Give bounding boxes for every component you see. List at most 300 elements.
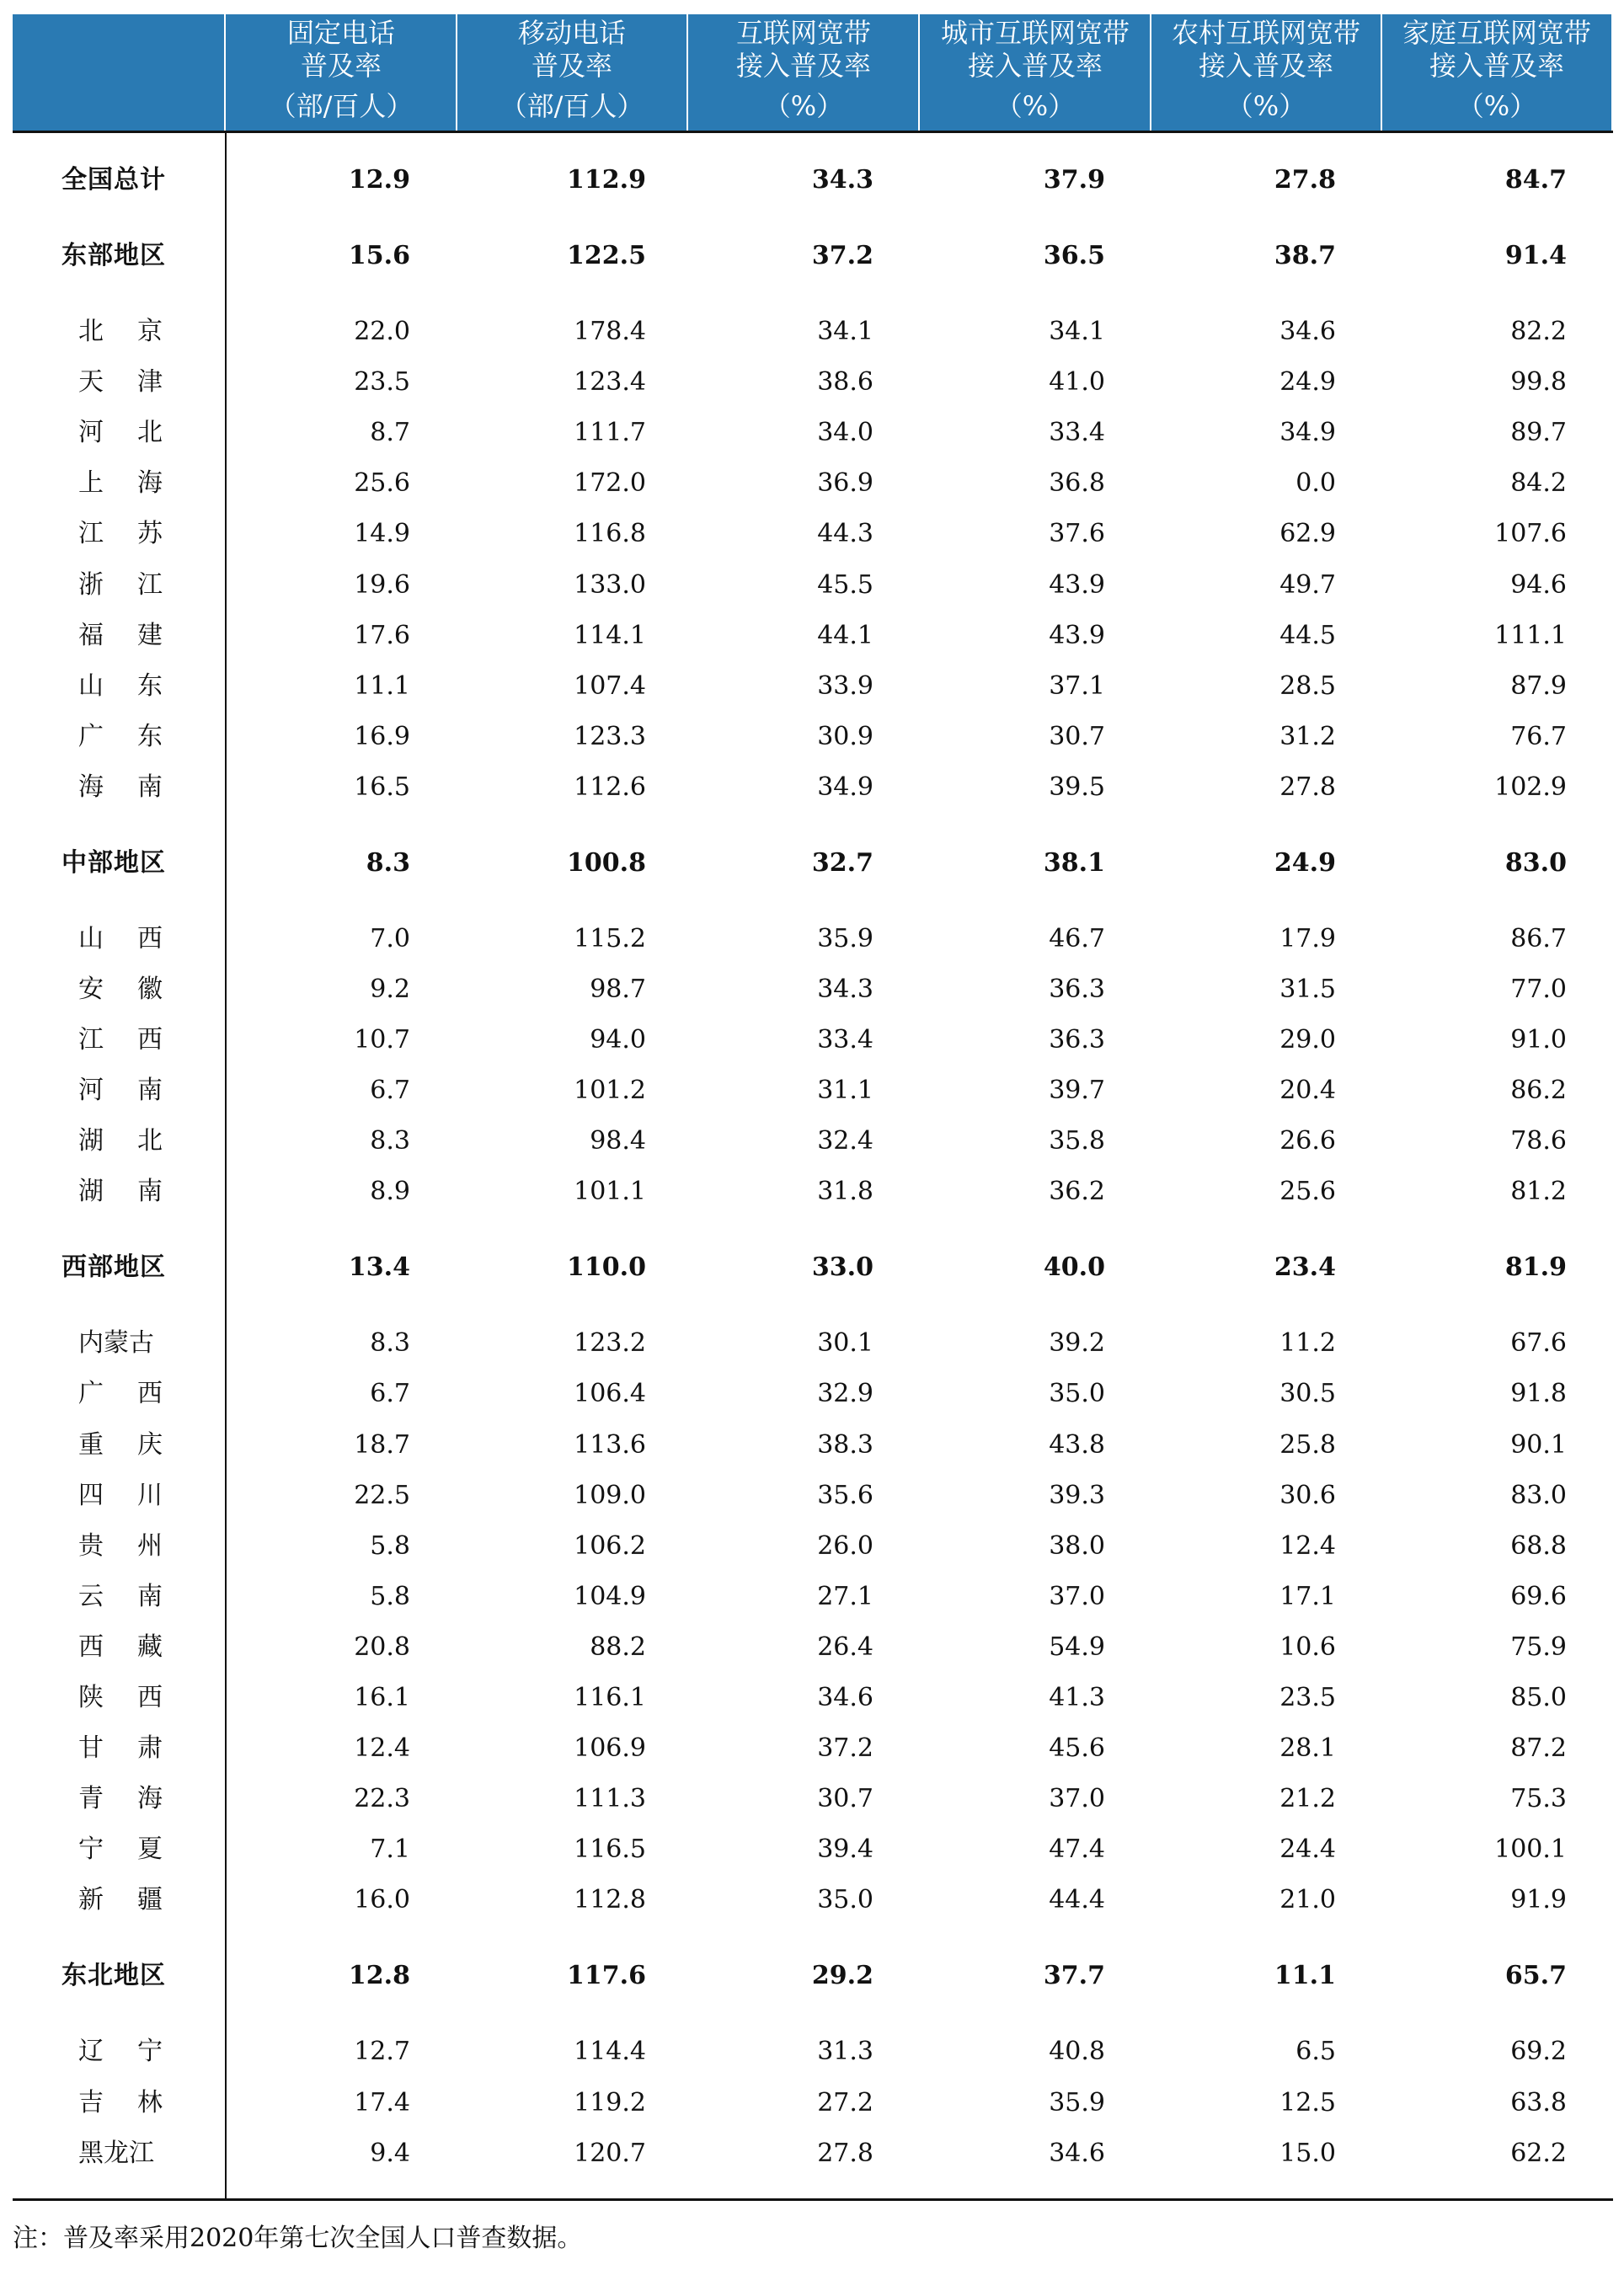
table-cell: 44.3: [817, 519, 873, 548]
column-header-line: 固定电话: [286, 17, 395, 49]
row-label-text: 湖北: [78, 1126, 196, 1156]
table-header: [13, 14, 1613, 131]
table-cell: 26.4: [817, 1632, 873, 1662]
row-label: 西部地区: [61, 1252, 166, 1282]
table-cell: 6.7: [370, 1379, 410, 1408]
table-cell: 62.9: [1279, 519, 1336, 548]
table-row: [13, 409, 1613, 457]
table-row: [13, 1320, 1613, 1367]
row-label-text: 甘肃: [78, 1733, 196, 1763]
table-cell: 37.2: [811, 241, 873, 270]
row-label-text: 福建: [78, 621, 196, 650]
table-cell: 37.2: [817, 1733, 873, 1763]
table-cell: 38.7: [1274, 241, 1336, 270]
table-cell: 62.2: [1510, 2139, 1567, 2168]
row-label-text: 浙江: [78, 570, 196, 600]
header-separator: [1611, 14, 1613, 131]
table-cell: 25.6: [354, 468, 410, 498]
table-cell: 12.4: [354, 1733, 410, 1763]
table-cell: 99.8: [1510, 367, 1567, 397]
table-cell: 28.5: [1279, 671, 1336, 701]
table-cell: 41.3: [1049, 1683, 1105, 1712]
table-cell: 5.8: [370, 1582, 410, 1611]
table-cell: 26.6: [1279, 1126, 1336, 1156]
table-row: [13, 916, 1613, 963]
row-label: 内蒙古: [78, 1328, 154, 1358]
column-header-line: （部/百人）: [499, 90, 644, 122]
table-cell: 12.7: [354, 2037, 410, 2066]
table-cell: 116.5: [574, 1834, 646, 1864]
table-cell: 30.7: [817, 1784, 873, 1813]
table-cell: 30.6: [1279, 1481, 1336, 1510]
column-header-line: 接入普及率: [1198, 50, 1333, 82]
table-cell: 31.8: [817, 1177, 873, 1206]
table-cell: 123.2: [574, 1328, 646, 1358]
table-row: [13, 713, 1613, 761]
table-cell: 119.2: [574, 2088, 646, 2117]
row-label-text: 吉林: [78, 2088, 196, 2117]
table-cell: 34.6: [1279, 317, 1336, 346]
column-header-line: 互联网宽带: [735, 17, 871, 49]
table-cell: 78.6: [1510, 1126, 1567, 1156]
table-cell: 38.0: [1049, 1531, 1105, 1561]
table-cell: 20.8: [354, 1632, 410, 1662]
table-row: [13, 510, 1613, 558]
table-cell: 34.3: [817, 975, 873, 1004]
column-header: [227, 14, 456, 131]
table-cell: 32.9: [817, 1379, 873, 1408]
table-cell: 111.3: [574, 1784, 646, 1813]
column-header-line: （%）: [763, 90, 844, 122]
column-header-line: 接入普及率: [1429, 50, 1564, 82]
column-header-line: （部/百人）: [269, 90, 414, 122]
table-cell: 120.7: [574, 2139, 646, 2168]
table-cell: 47.4: [1049, 1834, 1105, 1864]
table-cell: 90.1: [1510, 1430, 1567, 1460]
table-row: [13, 612, 1613, 660]
table-row: [13, 764, 1613, 811]
table-cell: 106.4: [574, 1379, 646, 1408]
table-row: [13, 1674, 1613, 1722]
table-cell: 54.9: [1049, 1632, 1105, 1662]
table-cell: 16.5: [354, 772, 410, 802]
table-cell: 116.1: [574, 1683, 646, 1712]
table-row: [13, 1725, 1613, 1772]
table-cell: 20.4: [1279, 1076, 1336, 1105]
table-row: [13, 1624, 1613, 1671]
table-cell: 122.5: [567, 241, 646, 270]
table-cell: 27.8: [1274, 165, 1336, 195]
row-label-text: 山东: [78, 671, 196, 701]
table-cell: 29.2: [811, 1961, 873, 1990]
column-header-line: 移动电话: [517, 17, 626, 49]
table-cell: 65.7: [1504, 1961, 1567, 1990]
table-cell: 85.0: [1510, 1683, 1567, 1712]
column-header: [1382, 14, 1611, 131]
table-cell: 18.7: [354, 1430, 410, 1460]
row-label-text: 广西: [78, 1379, 196, 1408]
table-cell: 87.2: [1510, 1733, 1567, 1763]
table-cell: 25.6: [1279, 1177, 1336, 1206]
table-cell: 33.9: [817, 671, 873, 701]
table-cell: 44.4: [1049, 1885, 1105, 1915]
table-cell: 12.8: [348, 1961, 410, 1990]
table-cell: 101.2: [574, 1076, 646, 1105]
table-cell: 39.7: [1049, 1076, 1105, 1105]
row-label-text: 海南: [78, 772, 196, 802]
table-cell: 43.8: [1049, 1430, 1105, 1460]
table-cell: 36.8: [1049, 468, 1105, 498]
row-label-text: 陕西: [78, 1683, 196, 1712]
row-label-text: 上海: [78, 468, 196, 498]
column-header: [457, 14, 686, 131]
table-cell: 100.8: [567, 848, 646, 878]
table-cell: 94.6: [1510, 570, 1567, 600]
table-cell: 83.0: [1510, 1481, 1567, 1510]
table-cell: 113.6: [574, 1430, 646, 1460]
row-label-text: 广东: [78, 722, 196, 751]
table-row: [13, 1877, 1613, 1924]
table-cell: 34.1: [817, 317, 873, 346]
column-header-line: （%）: [995, 90, 1076, 122]
table-cell: 43.9: [1049, 621, 1105, 650]
row-label-text: 重庆: [78, 1430, 196, 1460]
table-cell: 40.8: [1049, 2037, 1105, 2066]
table-cell: 24.9: [1279, 367, 1336, 397]
table-row-summary: [13, 1244, 1613, 1291]
table-cell: 75.9: [1510, 1632, 1567, 1662]
row-label-text: 辽宁: [78, 2037, 196, 2066]
table-row: [13, 1826, 1613, 1873]
table-cell: 23.5: [354, 367, 410, 397]
table-cell: 69.2: [1510, 2037, 1567, 2066]
bottom-rule: [13, 2198, 1613, 2201]
table-cell: 101.1: [574, 1177, 646, 1206]
table-cell: 33.4: [1049, 418, 1105, 447]
table-cell: 35.0: [1049, 1379, 1105, 1408]
table-cell: 100.1: [1494, 1834, 1567, 1864]
row-label-text: 四川: [78, 1481, 196, 1510]
column-header-line: 普及率: [300, 50, 382, 82]
table-cell: 39.3: [1049, 1481, 1105, 1510]
row-label-text: 宁夏: [78, 1834, 196, 1864]
row-label-text: 西藏: [78, 1632, 196, 1662]
row-label: 黑龙江: [78, 2139, 154, 2168]
table-cell: 44.1: [817, 621, 873, 650]
column-header-line: （%）: [1456, 90, 1537, 122]
table-row: [13, 1573, 1613, 1621]
table-cell: 31.1: [817, 1076, 873, 1105]
table-cell: 34.3: [811, 165, 873, 195]
column-header: [921, 14, 1150, 131]
table-row: [13, 1118, 1613, 1165]
row-label-text: 安徽: [78, 975, 196, 1004]
column-header: [689, 14, 918, 131]
table-cell: 37.9: [1043, 165, 1105, 195]
table-row: [13, 663, 1613, 710]
statistics-table: [13, 14, 1613, 2204]
header-separator: [686, 14, 688, 131]
table-cell: 44.5: [1279, 621, 1336, 650]
table-cell: 123.3: [574, 722, 646, 751]
table-cell: 82.2: [1510, 317, 1567, 346]
table-row-summary: [13, 232, 1613, 280]
table-cell: 115.2: [574, 924, 646, 953]
row-label-text: 江西: [78, 1025, 196, 1055]
table-row: [13, 1523, 1613, 1570]
table-cell: 39.2: [1049, 1328, 1105, 1358]
table-cell: 8.3: [370, 1328, 410, 1358]
table-cell: 27.1: [817, 1582, 873, 1611]
table-cell: 107.6: [1494, 519, 1567, 548]
table-cell: 34.1: [1049, 317, 1105, 346]
table-cell: 88.2: [590, 1632, 646, 1662]
table-cell: 94.0: [590, 1025, 646, 1055]
table-row: [13, 460, 1613, 507]
table-cell: 34.9: [1279, 418, 1336, 447]
table-cell: 98.4: [590, 1126, 646, 1156]
table-cell: 23.4: [1274, 1252, 1336, 1282]
column-header-line: （%）: [1226, 90, 1306, 122]
row-label-text: 青海: [78, 1784, 196, 1813]
table-cell: 43.9: [1049, 570, 1105, 600]
table-cell: 15.6: [348, 241, 410, 270]
table-cell: 10.7: [354, 1025, 410, 1055]
table-cell: 37.0: [1049, 1582, 1105, 1611]
table-cell: 7.1: [370, 1834, 410, 1864]
row-label-text: 北京: [78, 317, 196, 346]
table-cell: 32.7: [811, 848, 873, 878]
table-cell: 30.9: [817, 722, 873, 751]
table-cell: 17.1: [1279, 1582, 1336, 1611]
column-header: [1151, 14, 1381, 131]
table-cell: 11.1: [354, 671, 410, 701]
table-cell: 11.2: [1279, 1328, 1336, 1358]
table-cell: 89.7: [1510, 418, 1567, 447]
table-row: [13, 1776, 1613, 1823]
table-cell: 34.0: [817, 418, 873, 447]
table-cell: 10.6: [1279, 1632, 1336, 1662]
table-cell: 19.6: [354, 570, 410, 600]
table-cell: 63.8: [1510, 2088, 1567, 2117]
table-cell: 123.4: [574, 367, 646, 397]
table-cell: 36.3: [1049, 975, 1105, 1004]
table-row: [13, 2130, 1613, 2177]
table-row-summary: [13, 840, 1613, 887]
table-cell: 39.4: [817, 1834, 873, 1864]
table-cell: 38.1: [1043, 848, 1105, 878]
row-label-text: 湖南: [78, 1177, 196, 1206]
table-cell: 23.5: [1279, 1683, 1336, 1712]
table-cell: 37.0: [1049, 1784, 1105, 1813]
row-label: 中部地区: [61, 848, 166, 878]
table-cell: 12.4: [1279, 1531, 1336, 1561]
header-rule: [13, 131, 1613, 133]
table-row: [13, 2028, 1613, 2075]
table-cell: 36.2: [1049, 1177, 1105, 1206]
table-cell: 35.0: [817, 1885, 873, 1915]
table-cell: 86.7: [1510, 924, 1567, 953]
table-cell: 22.3: [354, 1784, 410, 1813]
row-label-text: 天津: [78, 367, 196, 397]
table-cell: 36.9: [817, 468, 873, 498]
table-cell: 37.1: [1049, 671, 1105, 701]
table-cell: 26.0: [817, 1531, 873, 1561]
table-row: [13, 562, 1613, 609]
table-cell: 112.9: [567, 165, 646, 195]
table-cell: 35.8: [1049, 1126, 1105, 1156]
column-header-line: 接入普及率: [967, 50, 1103, 82]
table-row: [13, 1422, 1613, 1469]
table-cell: 22.0: [354, 317, 410, 346]
table-cell: 29.0: [1279, 1025, 1336, 1055]
table-cell: 81.9: [1504, 1252, 1567, 1282]
table-cell: 39.5: [1049, 772, 1105, 802]
table-cell: 34.9: [817, 772, 873, 802]
table-cell: 30.5: [1279, 1379, 1336, 1408]
table-cell: 30.1: [817, 1328, 873, 1358]
row-label-text: 河南: [78, 1076, 196, 1105]
table-cell: 45.5: [817, 570, 873, 600]
column-header-line: 农村互联网宽带: [1171, 17, 1360, 49]
table-cell: 91.0: [1510, 1025, 1567, 1055]
table-cell: 91.4: [1504, 241, 1567, 270]
table-cell: 35.9: [817, 924, 873, 953]
table-cell: 17.4: [354, 2088, 410, 2117]
table-cell: 109.0: [574, 1481, 646, 1510]
table-cell: 104.9: [574, 1582, 646, 1611]
table-cell: 8.7: [370, 418, 410, 447]
table-cell: 112.8: [574, 1885, 646, 1915]
table-cell: 25.8: [1279, 1430, 1336, 1460]
table-cell: 91.8: [1510, 1379, 1567, 1408]
table-cell: 49.7: [1279, 570, 1336, 600]
column-header-line: 城市互联网宽带: [940, 17, 1130, 49]
table-cell: 75.3: [1510, 1784, 1567, 1813]
table-cell: 6.7: [370, 1076, 410, 1105]
table-cell: 17.9: [1279, 924, 1336, 953]
table-row: [13, 1472, 1613, 1519]
table-cell: 37.6: [1049, 519, 1105, 548]
table-cell: 86.2: [1510, 1076, 1567, 1105]
table-cell: 133.0: [574, 570, 646, 600]
table-row: [13, 1017, 1613, 1064]
table-cell: 12.9: [348, 165, 410, 195]
table-cell: 27.2: [817, 2088, 873, 2117]
table-cell: 33.4: [817, 1025, 873, 1055]
table-cell: 9.2: [370, 975, 410, 1004]
table-cell: 83.0: [1504, 848, 1567, 878]
table-cell: 8.3: [366, 848, 410, 878]
table-cell: 98.7: [590, 975, 646, 1004]
table-cell: 8.9: [370, 1177, 410, 1206]
table-cell: 22.5: [354, 1481, 410, 1510]
table-cell: 34.6: [1049, 2139, 1105, 2168]
table-cell: 102.9: [1494, 772, 1567, 802]
table-cell: 27.8: [817, 2139, 873, 2168]
table-cell: 6.5: [1295, 2037, 1336, 2066]
table-cell: 76.7: [1510, 722, 1567, 751]
table-cell: 37.7: [1043, 1961, 1105, 1990]
table-cell: 13.4: [348, 1252, 410, 1282]
column-header-line: 普及率: [531, 50, 612, 82]
table-row-summary: [13, 1952, 1613, 2000]
table-cell: 24.9: [1274, 848, 1336, 878]
column-header-line: 家庭互联网宽带: [1402, 17, 1591, 49]
table-cell: 16.9: [354, 722, 410, 751]
row-label-text: 河北: [78, 418, 196, 447]
table-row: [13, 1370, 1613, 1418]
table-cell: 46.7: [1049, 924, 1105, 953]
table-cell: 34.6: [817, 1683, 873, 1712]
table-cell: 172.0: [574, 468, 646, 498]
table-cell: 27.8: [1279, 772, 1336, 802]
table-cell: 12.5: [1279, 2088, 1336, 2117]
table-row: [13, 308, 1613, 355]
table-cell: 16.0: [354, 1885, 410, 1915]
table-cell: 21.2: [1279, 1784, 1336, 1813]
table-cell: 5.8: [370, 1531, 410, 1561]
table-cell: 9.4: [370, 2139, 410, 2168]
table-cell: 7.0: [370, 924, 410, 953]
table-cell: 17.6: [354, 621, 410, 650]
table-cell: 33.0: [811, 1252, 873, 1282]
row-label-text: 云南: [78, 1582, 196, 1611]
table-cell: 112.6: [574, 772, 646, 802]
table-cell: 117.6: [567, 1961, 646, 1990]
table-cell: 0.0: [1295, 468, 1336, 498]
table-cell: 111.7: [574, 418, 646, 447]
table-cell: 178.4: [574, 317, 646, 346]
table-row: [13, 966, 1613, 1013]
row-label-text: 贵州: [78, 1531, 196, 1561]
table-cell: 11.1: [1274, 1961, 1336, 1990]
table-cell: 68.8: [1510, 1531, 1567, 1561]
table-row: [13, 2080, 1613, 2127]
table-cell: 36.5: [1043, 241, 1105, 270]
table-cell: 106.2: [574, 1531, 646, 1561]
table-cell: 16.1: [354, 1683, 410, 1712]
table-cell: 31.5: [1279, 975, 1336, 1004]
table-row: [13, 1168, 1613, 1215]
row-label-text: 山西: [78, 924, 196, 953]
table-cell: 31.2: [1279, 722, 1336, 751]
table-cell: 116.8: [574, 519, 646, 548]
table-cell: 36.3: [1049, 1025, 1105, 1055]
table-cell: 38.3: [817, 1430, 873, 1460]
table-footnote: 注：普及率采用2020年第七次全国人口普查数据。: [13, 2224, 583, 2253]
table-cell: 38.6: [817, 367, 873, 397]
table-cell: 8.3: [370, 1126, 410, 1156]
table-cell: 110.0: [567, 1252, 646, 1282]
table-cell: 106.9: [574, 1733, 646, 1763]
row-label: 全国总计: [61, 165, 166, 195]
row-label-text: 江苏: [78, 519, 196, 548]
table-cell: 30.7: [1049, 722, 1105, 751]
table-row-summary: [13, 157, 1613, 204]
table-cell: 107.4: [574, 671, 646, 701]
table-cell: 69.6: [1510, 1582, 1567, 1611]
table-row: [13, 359, 1613, 406]
table-cell: 67.6: [1510, 1328, 1567, 1358]
column-header-line: 接入普及率: [735, 50, 871, 82]
table-cell: 87.9: [1510, 671, 1567, 701]
header-separator: [224, 14, 226, 131]
table-cell: 35.9: [1049, 2088, 1105, 2117]
header-separator: [918, 14, 920, 131]
table-cell: 32.4: [817, 1126, 873, 1156]
table-cell: 24.4: [1279, 1834, 1336, 1864]
